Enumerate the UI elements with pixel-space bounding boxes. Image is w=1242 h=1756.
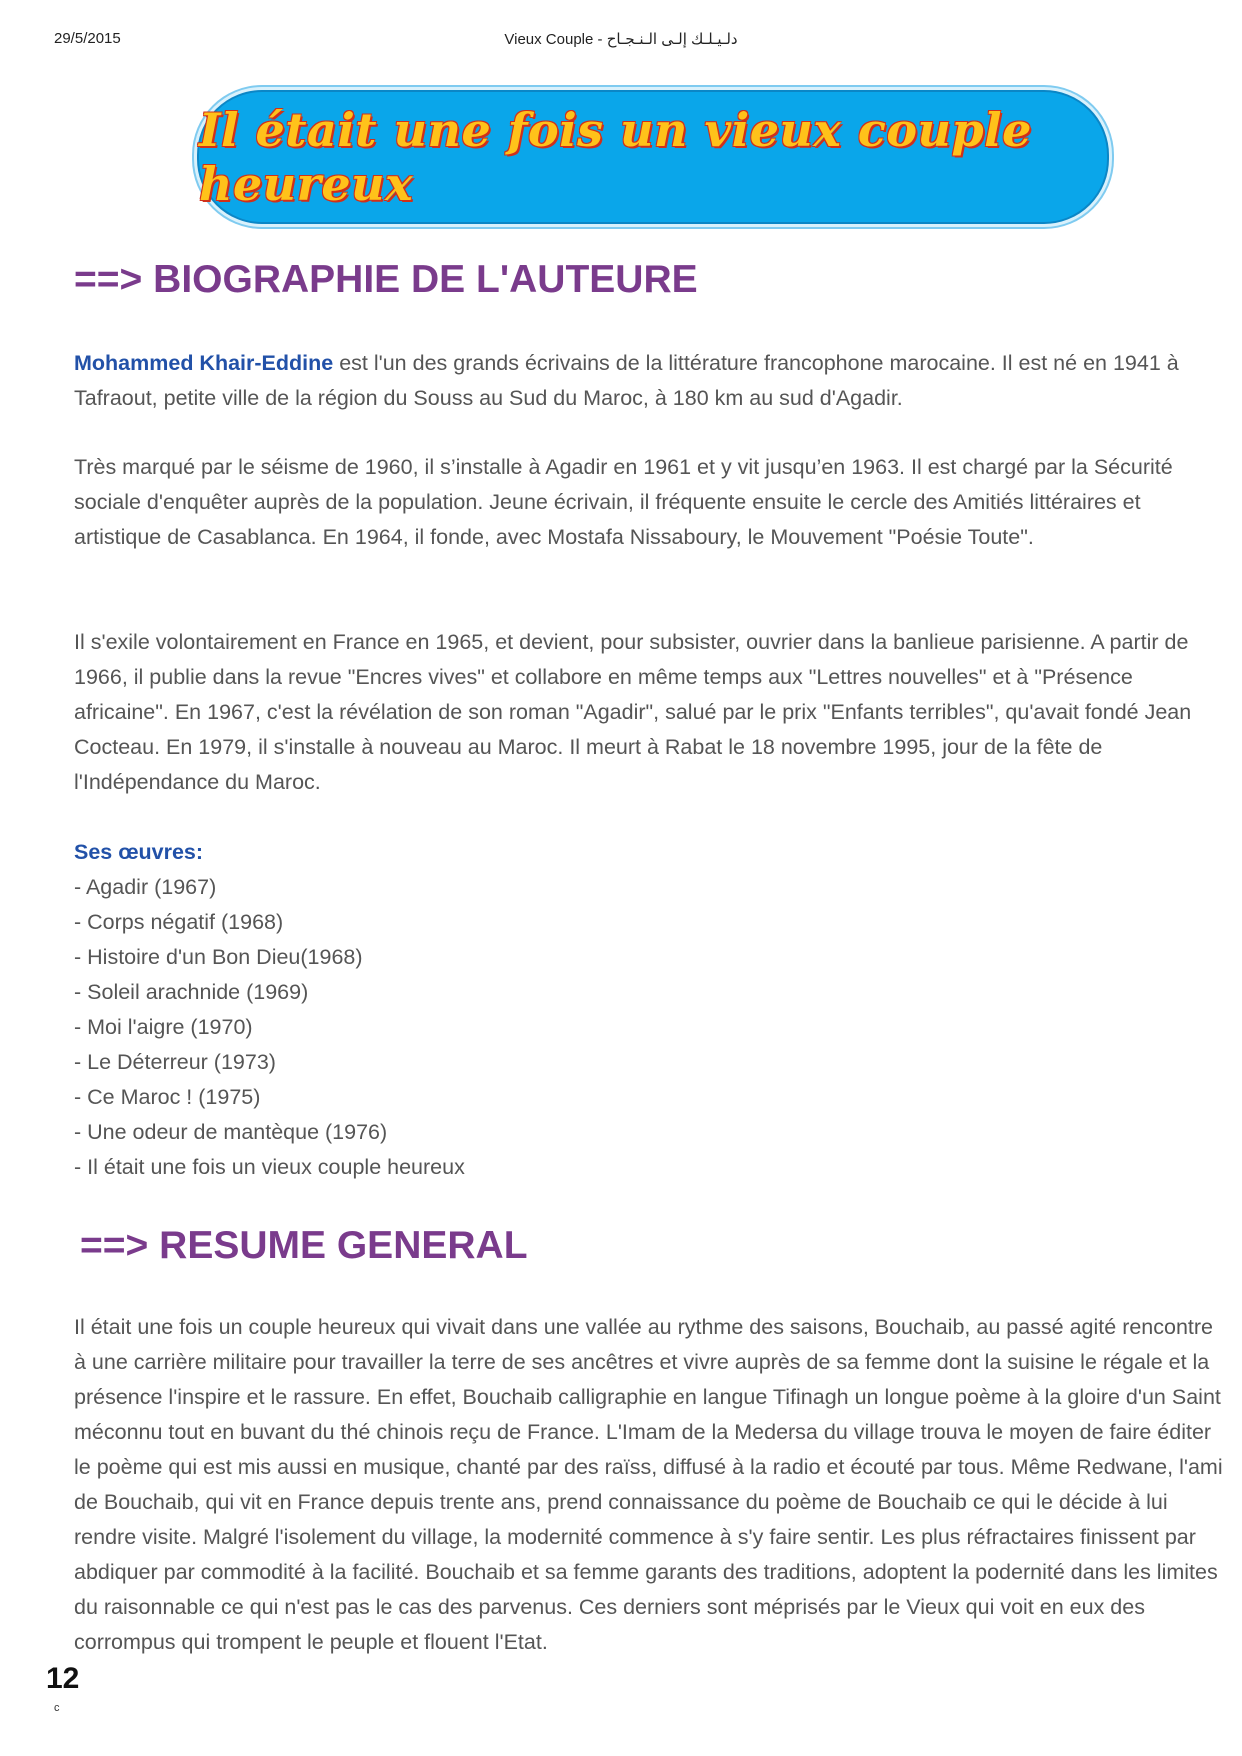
- summary-paragraph: Il était une fois un couple heureux qui vivait dans une vallée au rythme des saisons, Bouchaib, au passé agité rencontre à une carrière militaire pour travailler la terre de ses ancêtres et vivre auprès de sa femme dont la suisine le régale et la présence l'inspire et le rassure. En effet, Bouchaib calligraphie en langue Tifinagh un longue poème à la gloire d'un Saint méconnu tout en buvant du thé chinois reçu de France. L'Imam de la Medersa du village trouva le moyen de faire éditer le poème qui est mis aussi en musique, chanté par des raïss, diffusé à la radio et écouté par tous. Même Redwane, l'ami de Bouchaib, qui vit en France depuis trente ans, prend connaissance du poème de Bouchaib ce qui le décide à lui rendre visite. Malgré l'isolement du village, la modernité commence à s'y faire sentir. Les plus réfractaires finissent par abdiquer par commodité à la facilité. Bouchaib et sa femme garants des traditions, adoptent la podernité dans les limites du raisonnable ce qui n'est pas le cas des parvenus. Ces derniers sont méprisés par le Vieux qui voit en eux des corrompus qui trompent le peuple et flouent l'Etat.: [74, 1315, 1223, 1654]
- page-footer-mark: c: [54, 1702, 60, 1714]
- author-name: Mohammed Khair-Eddine: [74, 351, 334, 375]
- list-item: - Une odeur de mantèque (1976): [74, 1115, 465, 1150]
- biography-paragraph-1-text: est l'un des grands écrivains de la littérature francophone marocaine. Il est né en 1941 à Tafraout, petite ville de la région du Souss au Sud du Maroc, à 180 km au sud d'Agadir.: [74, 351, 1179, 410]
- biography-paragraph-1: [74, 346, 1224, 416]
- list-item: - Agadir (1967): [74, 870, 465, 905]
- header-date: 29/5/2015: [54, 30, 121, 47]
- works-list: [74, 870, 465, 1185]
- list-item: - Soleil arachnide (1969): [74, 975, 465, 1010]
- page-number: 12: [46, 1662, 80, 1695]
- title-banner: [197, 90, 1109, 224]
- list-item: - Moi l'aigre (1970): [74, 1010, 465, 1045]
- biography-paragraph-3: Il s'exile volontairement en France en 1965, et devient, pour subsister, ouvrier dans la banlieue parisienne. A partir de 1966, il publie dans la revue "Encres vives" et collabore en même temps aux "Lettres nouvelles" et à "Présence africaine". En 1967, c'est la révélation de son roman "Agadir", salué par le prix "Enfants terribles", qu'avait fondé Jean Cocteau. En 1979, il s'installe à nouveau au Maroc. Il meurt à Rabat le 18 novembre 1995, jour de la fête de l'Indépendance du Maroc.: [74, 630, 1192, 794]
- list-item: - Il était une fois un vieux couple heureux: [74, 1150, 465, 1185]
- header-title: Vieux Couple - دلـيـلـك إلـى الـنـجـاح: [504, 31, 738, 48]
- works-heading: Ses œuvres:: [74, 840, 204, 864]
- list-item: - Corps négatif (1968): [74, 905, 465, 940]
- list-item: - Ce Maroc ! (1975): [74, 1080, 465, 1115]
- banner-title: Il était une fois un vieux couple heureux: [199, 103, 1032, 211]
- list-item: - Histoire d'un Bon Dieu(1968): [74, 940, 465, 975]
- biography-paragraph-2: Très marqué par le séisme de 1960, il s’installe à Agadir en 1961 et y vit jusqu’en 1963. Il est chargé par la Sécurité sociale d'enquêter auprès de la population. Jeune écrivain, il fréquente ensuite le cercle des Amitiés littéraires et artistique de Casablanca. En 1964, il fonde, avec Mostafa Nissaboury, le Mouvement "Poésie Toute".: [74, 455, 1173, 549]
- list-item: - Le Déterreur (1973): [74, 1045, 465, 1080]
- section-heading-summary: ==> RESUME GENERAL: [80, 1224, 528, 1267]
- section-heading-biography: ==> BIOGRAPHIE DE L'AUTEURE: [74, 258, 698, 301]
